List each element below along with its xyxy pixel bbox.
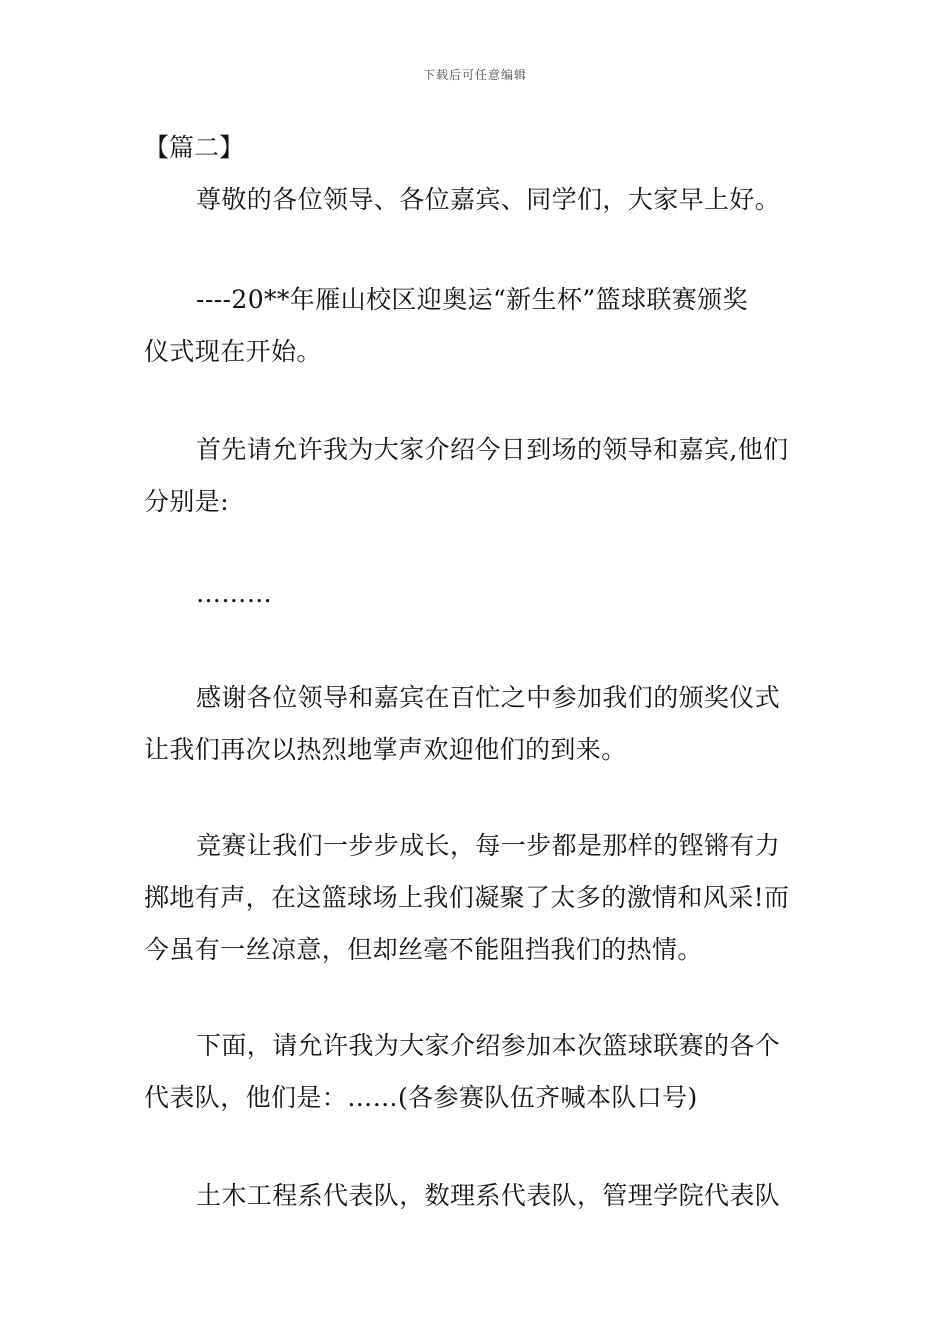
paragraph-introduce-guests: [144, 424, 809, 528]
paragraph-line: 下面，请允许我为大家介绍参加本次篮球联赛的各个: [196, 1031, 781, 1060]
paragraph-line: 让我们再次以热烈地掌声欢迎他们的到来。: [144, 735, 627, 764]
paragraph-line: ----20**年雁山校区迎奥运“新生杯”篮球联赛颁奖: [196, 285, 748, 314]
paragraph-line: 分别是:: [144, 487, 230, 516]
paragraph-line: 土木工程系代表队，数理系代表队，管理学院代表队: [196, 1181, 781, 1210]
header-note: 下载后可任意编辑: [422, 68, 527, 82]
paragraph-line: 今虽有一丝凉意，但却丝毫不能阻挡我们的热情。: [144, 935, 703, 964]
paragraph-opening: [144, 274, 809, 378]
paragraph-line: 首先请允许我为大家介绍今日到场的领导和嘉宾,他们: [196, 435, 789, 464]
paragraph-line: 代表队，他们是：……(各参赛队伍齐喊本队口号): [144, 1083, 698, 1112]
paragraph-line: ………: [196, 579, 273, 608]
paragraph-teams-intro: [144, 1020, 809, 1124]
section-title: 【篇二】: [144, 133, 245, 162]
paragraph-line: 掷地有声，在这篮球场上我们凝聚了太多的激情和风采!而: [144, 883, 790, 912]
paragraph-line: 感谢各位领导和嘉宾在百忙之中参加我们的颁奖仪式: [196, 683, 781, 712]
paragraph-competition: [144, 820, 809, 976]
paragraph-thanks: [144, 672, 809, 776]
paragraph-line: 竞赛让我们一步步成长，每一步都是那样的铿锵有力: [196, 831, 781, 860]
paragraph-teams-list: [144, 1170, 809, 1222]
paragraph-line: 仪式现在开始。: [144, 337, 322, 366]
paragraph-greeting: [144, 174, 809, 226]
paragraph-line: 尊敬的各位领导、各位嘉宾、同学们，大家早上好。: [196, 185, 781, 214]
paragraph-ellipsis: [144, 568, 809, 620]
